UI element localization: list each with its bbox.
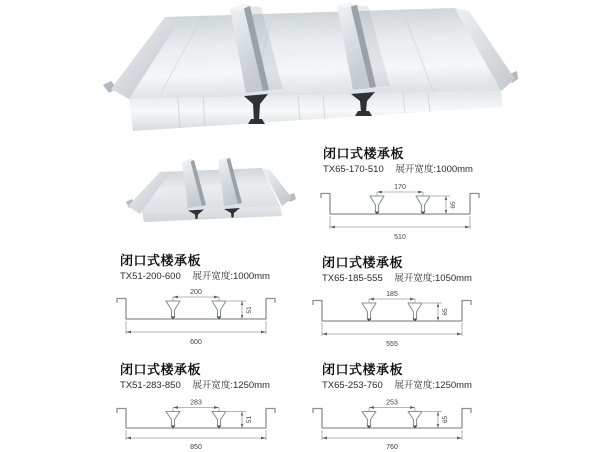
model-number: TX65-170-510 (323, 164, 384, 175)
spec-section-tx65-185-555 (306, 255, 486, 349)
deck-panel-photo-small (126, 156, 298, 230)
deck-panel-photo-large (103, 3, 518, 145)
unfolded-width: 展开宽度:1250mm (192, 380, 270, 391)
rib-spacing-dim: 185 (386, 291, 398, 298)
height-dim: 65 (442, 308, 449, 316)
dovetail-ribs (166, 301, 226, 320)
overall-width-dim: 555 (386, 341, 398, 348)
unfolded-width: 展开宽度:1050mm (394, 273, 472, 284)
overall-width-dim: 760 (386, 444, 398, 451)
cross-section-diagram (308, 289, 476, 349)
unfolded-width: 展开宽度:1000mm (395, 164, 473, 175)
section-model-line (120, 380, 292, 392)
height-dim: 51 (246, 415, 253, 424)
rib-spacing-dim: 200 (190, 289, 202, 296)
rib-spacing-dim: 170 (394, 184, 406, 191)
dimension-lines (330, 191, 470, 229)
dimension-lines (126, 296, 266, 334)
height-dim: 65 (450, 201, 457, 209)
cross-section-diagram (316, 182, 484, 242)
rib-spacing-dim: 253 (386, 399, 398, 407)
overall-width-dim: 850 (190, 444, 202, 451)
section-title: 闭口式楼承板 (322, 255, 404, 270)
section-title: 闭口式楼承板 (120, 362, 202, 377)
spec-section-tx65-253-760 (306, 362, 486, 452)
height-dim: 51 (246, 306, 253, 314)
section-model-line (323, 164, 490, 176)
overall-width-dim: 510 (394, 234, 406, 241)
section-title: 闭口式楼承板 (322, 362, 404, 377)
section-title: 闭口式楼承板 (323, 146, 405, 161)
dimension-lines (322, 406, 462, 440)
cross-section-diagram (308, 398, 476, 452)
overall-width-dim: 600 (190, 339, 202, 346)
cross-section-diagram (112, 398, 280, 452)
spec-section-tx65-170-510 (310, 146, 490, 242)
cross-section-diagram (112, 287, 280, 347)
section-title: 闭口式楼承板 (120, 253, 202, 268)
panel-pan (129, 8, 501, 99)
dimension-lines (126, 406, 266, 440)
section-model-line (120, 271, 292, 283)
dovetail-ribs (370, 196, 430, 215)
height-dim: 65 (442, 415, 449, 424)
model-number: TX65-253-760 (322, 380, 383, 391)
dimension-lines (322, 298, 462, 336)
rib-spacing-dim: 283 (190, 399, 202, 407)
model-number: TX65-185-555 (322, 273, 383, 284)
dovetail-ribs (362, 412, 422, 429)
model-number: TX51-283-850 (120, 380, 181, 391)
dovetail-ribs (166, 412, 226, 429)
spec-section-tx51-200-600 (112, 253, 292, 347)
model-number: TX51-200-600 (120, 271, 181, 282)
unfolded-width: 展开宽度:1250mm (394, 380, 472, 391)
spec-section-tx51-283-850 (112, 362, 292, 452)
dovetail-ribs (362, 303, 422, 322)
section-model-line (322, 380, 486, 392)
unfolded-width: 展开宽度:1000mm (192, 271, 270, 282)
section-model-line (322, 273, 486, 285)
